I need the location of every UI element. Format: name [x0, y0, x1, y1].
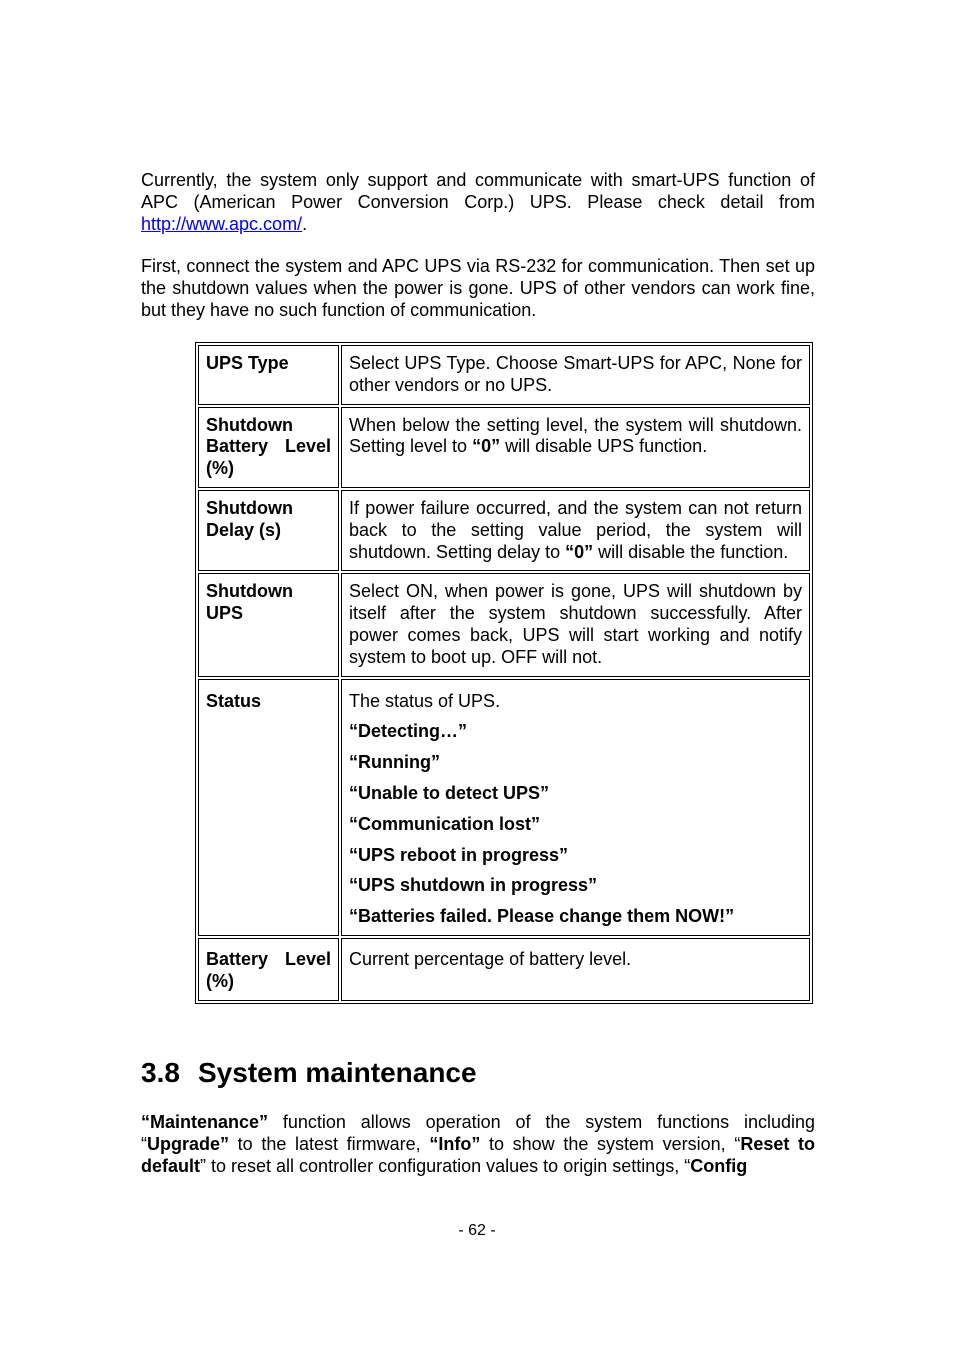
maint-term: Reset to default — [141, 1133, 816, 1176]
maint-text: to the latest firmware, — [229, 1133, 430, 1154]
row-key: Shutdown Battery Level (%) — [198, 407, 339, 488]
status-state: “UPS shutdown in progress” — [349, 875, 598, 896]
row-value-text: will disable UPS function. — [500, 436, 708, 457]
row-value-text: will disable the function. — [593, 541, 789, 562]
row-key: UPS Type — [198, 345, 339, 405]
status-state: “Communication lost” — [349, 813, 541, 834]
section-heading — [141, 1055, 477, 1091]
maint-term: Upgrade” — [147, 1133, 230, 1154]
intro-text-1: Currently, the system only support and communicate with smart-UPS function of APC (American Power Conversion Corp.) UPS. Please check detail from — [141, 170, 815, 212]
maint-term: “Maintenance” — [141, 1112, 269, 1132]
maint-term: Config — [690, 1155, 748, 1176]
row-key: Shutdown UPS — [198, 573, 339, 676]
intro-paragraph-2: First, connect the system and APC UPS via RS-232 for communication. Then set up the shutdown values when the power is gone. UPS of other vendors can work fine, but they have no such function of communication. — [141, 256, 815, 320]
row-value-text: If power failure occurred, and the system can not return back to the setting value period, the system will shutdown. Setting delay to — [349, 497, 802, 562]
maint-text: ” to reset all controller configuration values to origin settings, “ — [200, 1155, 691, 1176]
row-value: Select ON, when power is gone, UPS will shutdown by itself after the system shutdown successfully. After power comes back, UPS will start working and notify system to boot up. OFF will not. — [341, 573, 810, 676]
maint-text: function allows operation of the system functions including “ — [141, 1112, 815, 1154]
section-number: 3.8 — [141, 1057, 180, 1088]
row-key: Battery Level (%) — [198, 938, 339, 1001]
status-state: “Running” — [349, 752, 440, 773]
table-row — [198, 407, 810, 488]
status-state: “Detecting…” — [349, 721, 468, 742]
row-value: Current percentage of battery level. — [341, 938, 810, 1001]
row-key: Status — [198, 679, 339, 936]
table-row — [198, 573, 810, 676]
status-intro: The status of UPS. — [349, 690, 501, 711]
apc-link[interactable]: http://www.apc.com/ — [141, 213, 303, 234]
status-state: “Unable to detect UPS” — [349, 782, 550, 803]
ups-settings-table — [195, 342, 813, 1004]
table-row — [198, 938, 810, 1001]
row-value-text: When below the setting level, the system will shutdown. Setting level to — [349, 414, 802, 457]
status-state: “UPS reboot in progress” — [349, 844, 569, 865]
row-value — [341, 407, 810, 488]
status-state: “Batteries failed. Please change them NOW!” — [349, 906, 735, 927]
row-key: Shutdown Delay (s) — [198, 490, 339, 571]
row-value: Select UPS Type. Choose Smart-UPS for APC, None for other vendors or no UPS. — [341, 345, 810, 405]
row-value-bold: “0” — [565, 541, 594, 562]
row-value-bold: “0” — [472, 436, 501, 457]
maint-text: to show the system version, “ — [480, 1133, 741, 1154]
maint-term: “Info” — [429, 1133, 481, 1154]
row-value — [341, 490, 810, 571]
maintenance-paragraph — [141, 1112, 815, 1177]
table-row — [198, 345, 810, 405]
intro-paragraph-1 — [141, 170, 815, 235]
intro-text-1-end: . — [302, 213, 308, 234]
section-title: System maintenance — [198, 1057, 477, 1088]
table-row — [198, 679, 810, 936]
row-value — [341, 679, 810, 936]
table-row — [198, 490, 810, 571]
page-number: - 62 - — [458, 1222, 496, 1239]
